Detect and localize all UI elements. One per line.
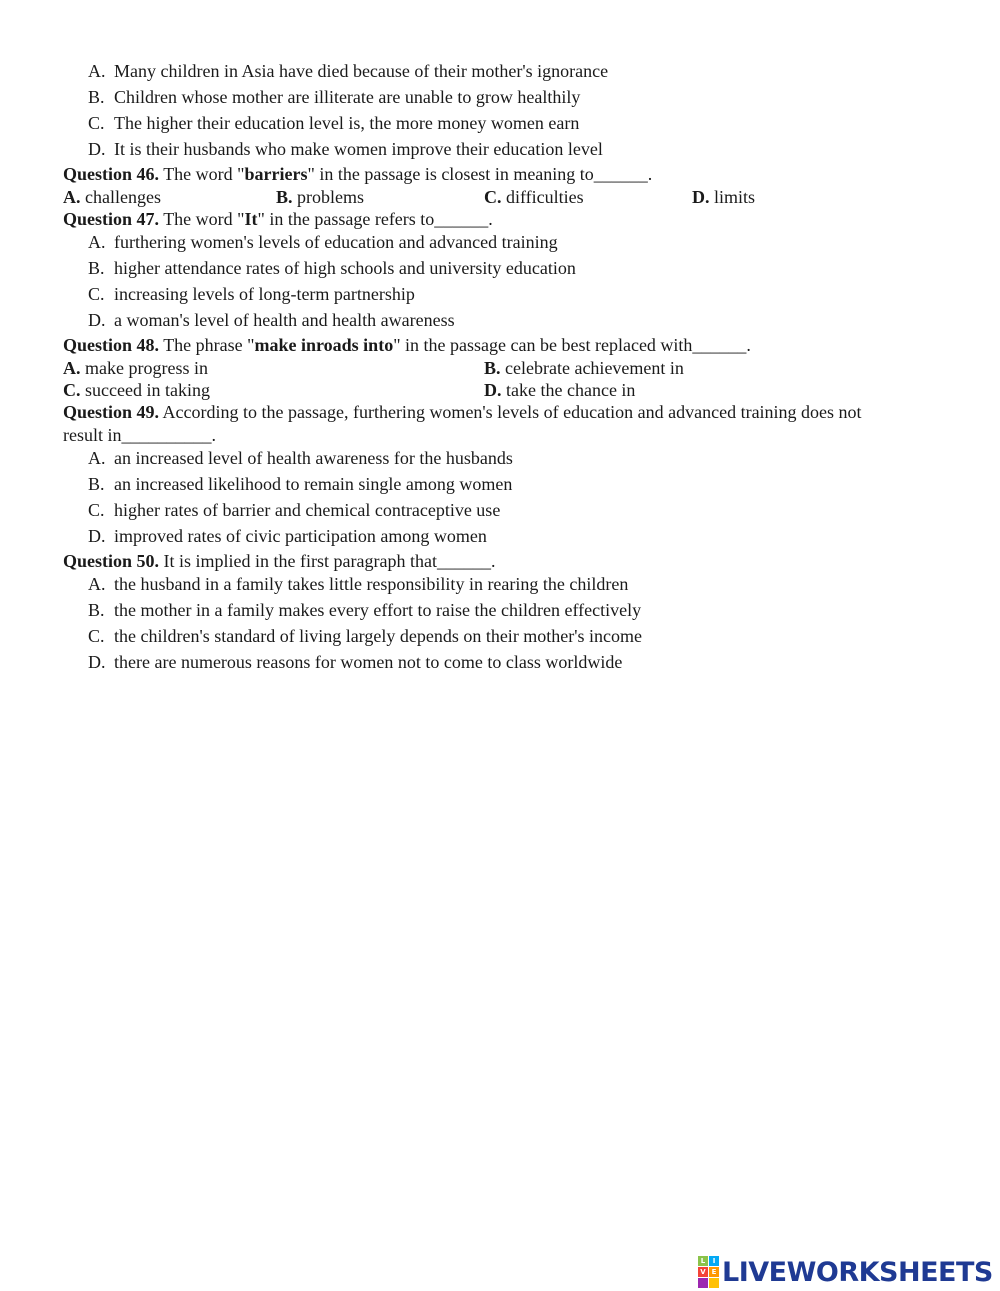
- q46-stem: Question 46. The word "barriers" in the passage is closest in meaning to______.: [63, 164, 653, 184]
- logo-tile: [709, 1278, 719, 1288]
- q47-keyword: It: [244, 209, 258, 229]
- q47-label: Question 47.: [63, 209, 160, 229]
- q49-label: Question 49.: [63, 402, 160, 422]
- q48-option-c: C. succeed in taking: [63, 380, 210, 400]
- q49-option-c: C. higher rates of barrier and chemical contraceptive use: [88, 500, 501, 520]
- q50-option-c: C. the children's standard of living largely depends on their mother's income: [88, 626, 643, 646]
- q49-option-a: A. an increased level of health awareness for the husbands: [88, 448, 513, 468]
- q49-option-b: B. an increased likelihood to remain single among women: [88, 474, 513, 494]
- q50-stem: Question 50. It is implied in the first paragraph that______.: [63, 551, 496, 571]
- q46-option-c: C. difficulties: [484, 187, 584, 207]
- logo-text: LIVEWORKSHEETS: [722, 1256, 993, 1288]
- q46-option-d: D. limits: [692, 187, 756, 207]
- q49-stem: Question 49. According to the passage, furthering women's levels of education and advanced training does not: [63, 402, 862, 422]
- q48-option-d: D. take the chance in: [484, 380, 636, 400]
- q50-option-b: B. the mother in a family makes every effort to raise the children effectively: [88, 600, 642, 620]
- q50-option-d: D. there are numerous reasons for women not to come to class worldwide: [88, 652, 623, 672]
- q47-option-d: D. a woman's level of health and health awareness: [88, 310, 455, 330]
- q48-option-a: A. make progress in: [63, 358, 208, 378]
- q50-label: Question 50.: [63, 551, 160, 571]
- q46-option-a: A. challenges: [63, 187, 161, 207]
- q47-option-b: B. higher attendance rates of high schools and university education: [88, 258, 576, 278]
- q46-option-b: B. problems: [276, 187, 365, 207]
- q45-option-a: A. Many children in Asia have died because of their mother's ignorance: [88, 61, 609, 81]
- liveworksheets-logo: [698, 1257, 993, 1287]
- q48-stem: Question 48. The phrase "make inroads into" in the passage can be best replaced with______.: [63, 335, 751, 355]
- q46-keyword: barriers: [244, 164, 308, 184]
- q50-option-a: A. the husband in a family takes little responsibility in rearing the children: [88, 574, 629, 594]
- q47-option-a: A. furthering women's levels of education and advanced training: [88, 232, 558, 252]
- q48-keyword: make inroads into: [254, 335, 394, 355]
- q45-option-c: C. The higher their education level is, the more money women earn: [88, 113, 580, 133]
- q49-option-d: D. improved rates of civic participation among women: [88, 526, 487, 546]
- q47-option-c: C. increasing levels of long-term partnership: [88, 284, 415, 304]
- logo-tile: I: [709, 1256, 719, 1266]
- logo-tile: L: [698, 1256, 708, 1266]
- q45-option-d: D. It is their husbands who make women improve their education level: [88, 139, 603, 159]
- q48-option-b: B. celebrate achievement in: [484, 358, 684, 378]
- q45-option-b: B. Children whose mother are illiterate are unable to grow healthily: [88, 87, 581, 107]
- q48-label: Question 48.: [63, 335, 160, 355]
- q49-stem-continued: result in__________.: [63, 425, 216, 445]
- logo-tile: E: [709, 1267, 719, 1277]
- q46-label: Question 46.: [63, 164, 160, 184]
- q47-stem: Question 47. The word "It" in the passage refers to______.: [63, 209, 493, 229]
- logo-tile: [698, 1278, 708, 1288]
- logo-mark-icon: [698, 1256, 719, 1288]
- logo-tile: V: [698, 1267, 708, 1277]
